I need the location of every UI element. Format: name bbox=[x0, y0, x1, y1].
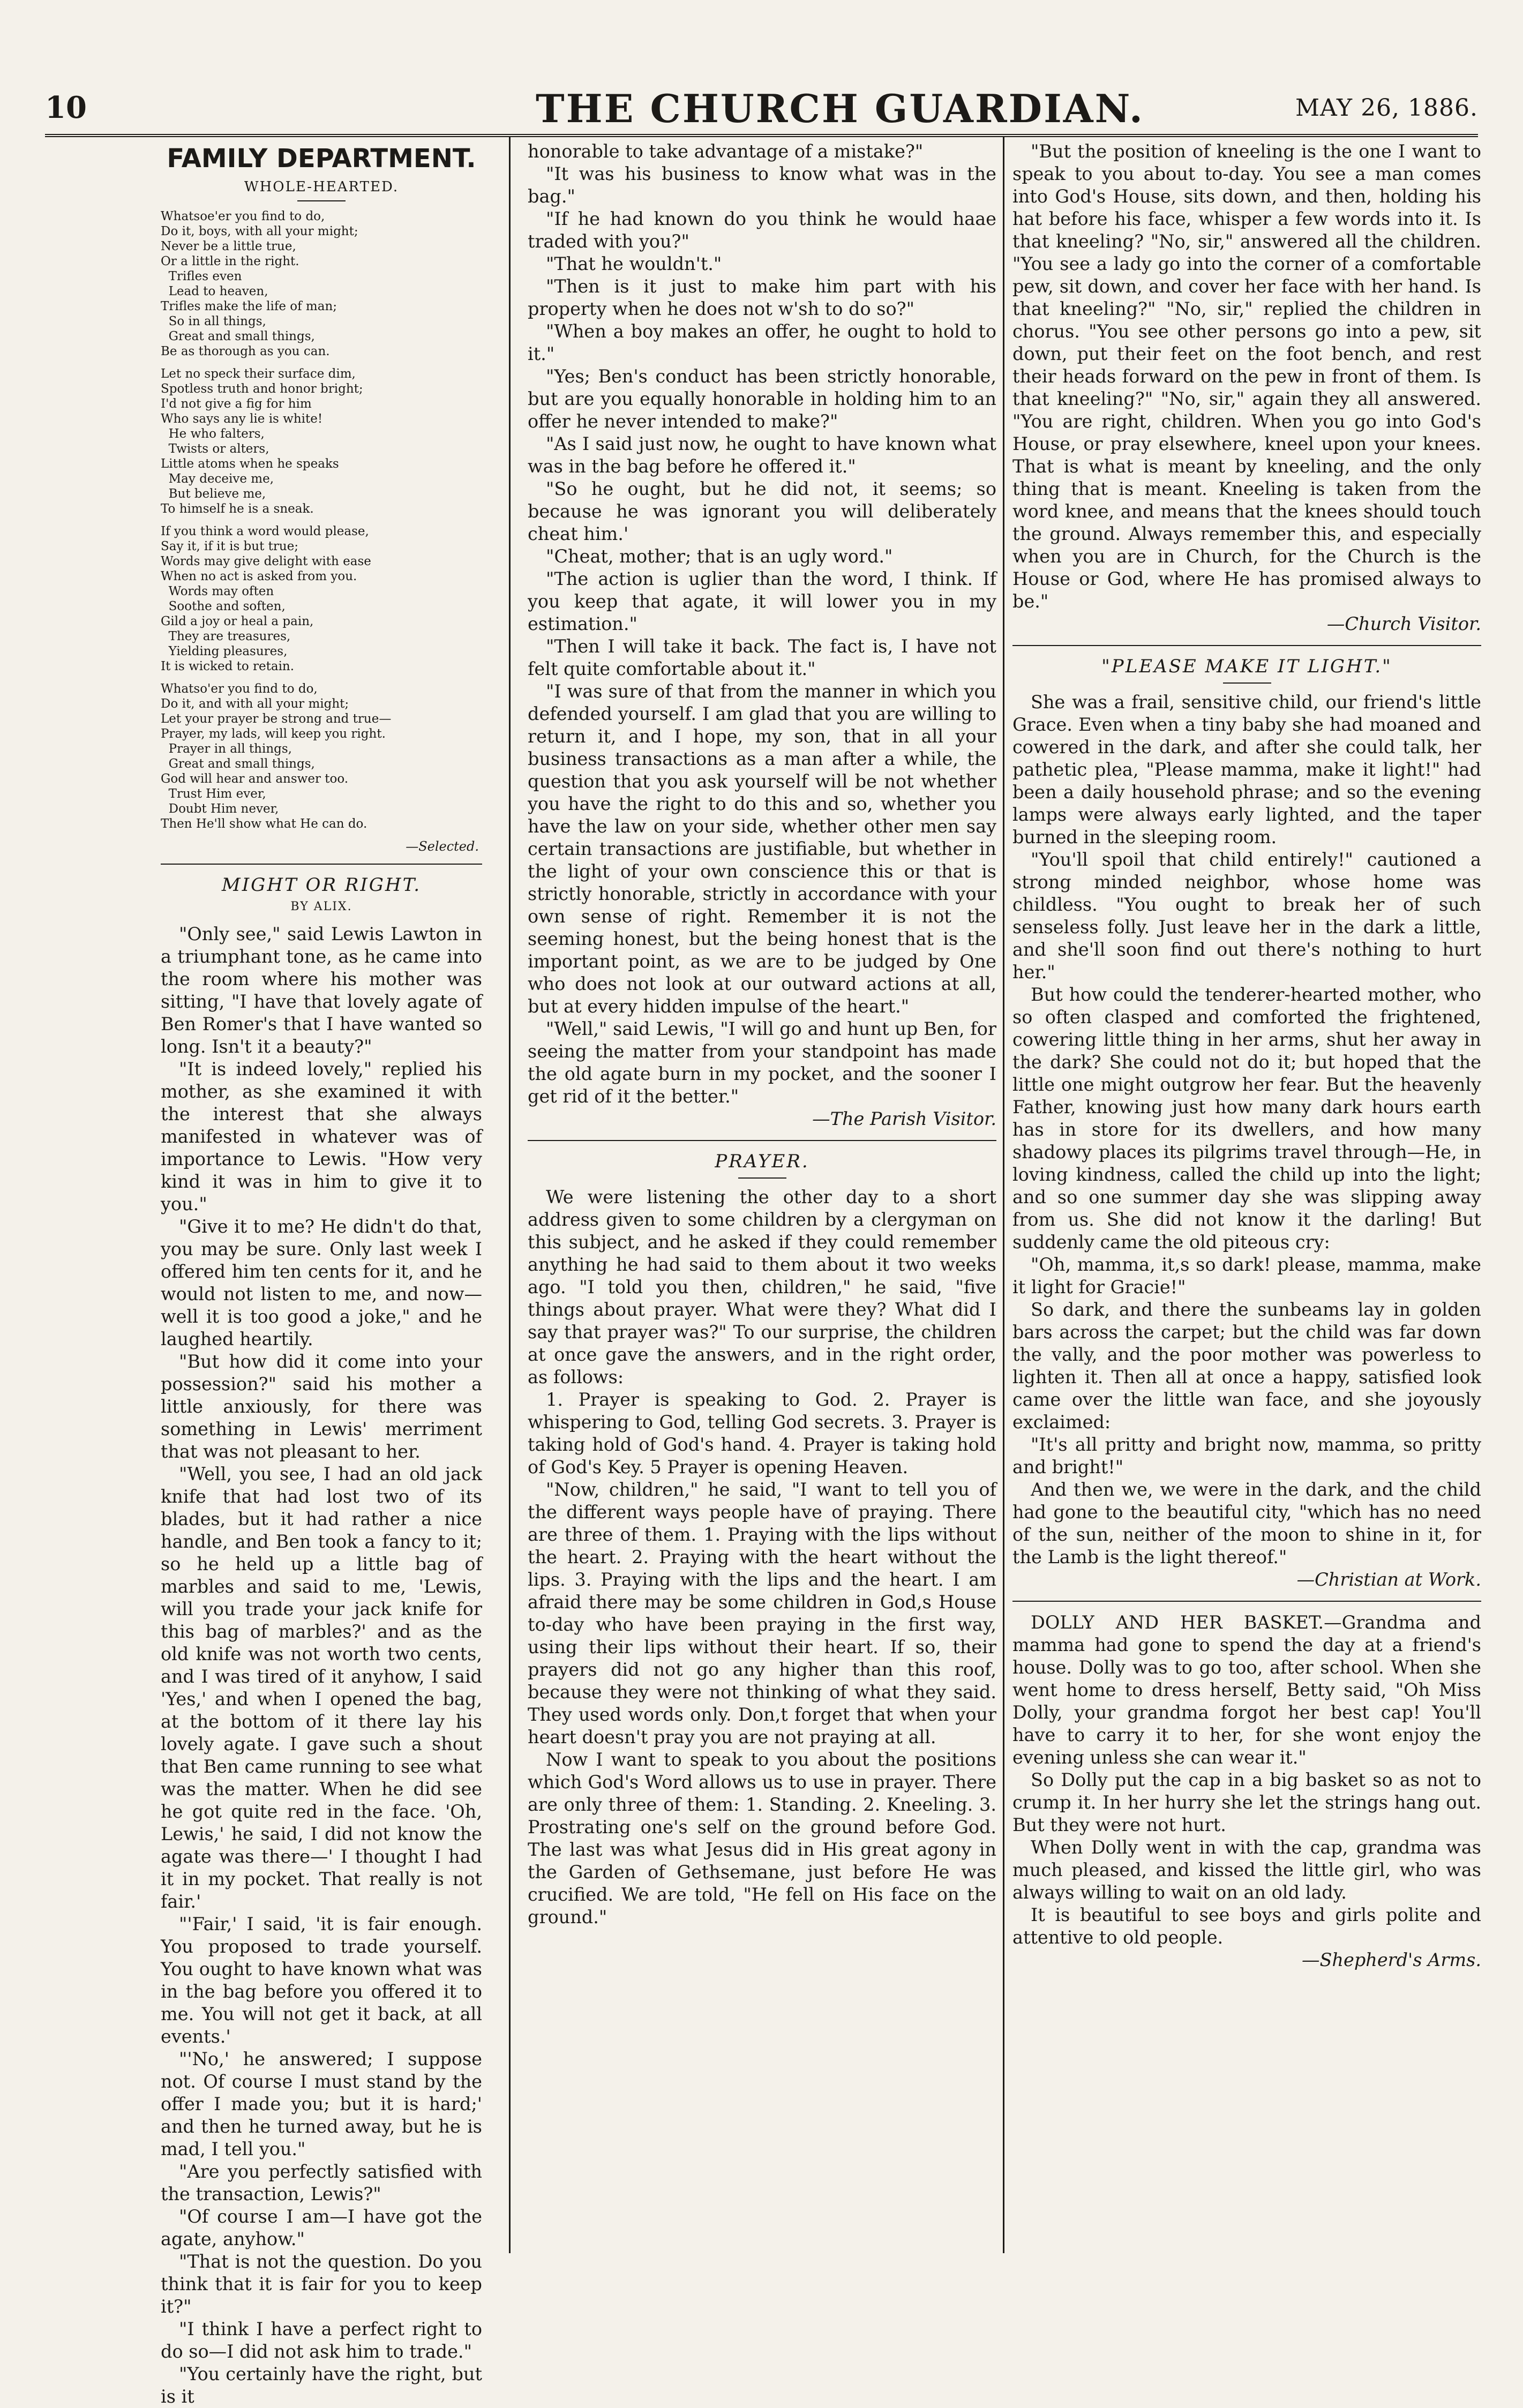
poem-stanza bbox=[161, 209, 482, 359]
paragraph: "You'll spoil that child entirely!" cautioned a strong minded neighbor, whose home was childless. "You ought to break her of such senseless folly. Just leave her in the dark a little, and she'll soon find out there's nothing to hurt her." bbox=[1012, 849, 1481, 982]
poem-stanza bbox=[161, 366, 482, 516]
poem-line: When no act is asked from you. bbox=[161, 569, 357, 583]
column-separator bbox=[1003, 137, 1004, 2253]
paragraph: "Oh, mamma, it,s so dark! please, mamma, make it light for Gracie!" bbox=[1012, 1254, 1481, 1297]
paragraph: "You certainly have the right, but is it bbox=[161, 2364, 482, 2407]
poem-line: If you think a word would please, bbox=[161, 524, 369, 538]
paragraph: Now I want to speak to you about the positions which God's Word allows us to use in prayer. There are only three of them: 1. Standing. 2. Kneeling. 3. Prostrating one's self on the ground before God. The last was what Jesus did in His great agony in the Garden of Gethsemane, just before He was crucified. We are told, "He fell on His face on the ground." bbox=[528, 1749, 996, 1927]
paragraph: We were listening the other day to a short address given to some children by a clergyman on this subject, and he asked if they could remember anything he had said to them about it two weeks ago. "I told you then, children," he said, "five things about prayer. What were they? What did I say that prayer was?" To our surprise, the children at once gave the answers, and in the right order, as follows: bbox=[528, 1187, 996, 1387]
poem-line: Then He'll show what He can do. bbox=[161, 817, 367, 831]
article-credit: —Shepherd's Arms. bbox=[1301, 1949, 1481, 1970]
story-byline: BY ALIX. bbox=[290, 900, 352, 913]
poem-line: To himself he is a sneak. bbox=[161, 502, 314, 516]
paragraph: "Then I will take it back. The fact is, I have not felt quite comfortable about it." bbox=[528, 636, 996, 679]
poem-line: Do it, boys, with all your might; bbox=[161, 224, 358, 238]
poem-line: They are treasures, bbox=[161, 629, 291, 643]
paragraph: "When a boy makes an offer, he ought to hold to it." bbox=[528, 321, 996, 364]
issue-date: MAY 26, 1886. bbox=[1295, 94, 1478, 122]
divider bbox=[738, 1177, 786, 1179]
poem bbox=[161, 209, 482, 831]
poem-line: I'd not give a fig for him bbox=[161, 397, 312, 411]
poem-line: Great and small things, bbox=[161, 757, 315, 771]
poem-line: Prayer in all things, bbox=[161, 742, 292, 756]
paragraph: "That is not the question. Do you think that it is fair for you to keep it?" bbox=[161, 2251, 482, 2317]
poem-credit: —Selected. bbox=[406, 839, 479, 854]
article-credit: —Christian at Work. bbox=[1296, 1569, 1481, 1590]
poem-line: So in all things, bbox=[161, 314, 266, 328]
paragraph: "If he had known do you think he would haae traded with you?" bbox=[528, 208, 996, 252]
paragraph: "Only see," said Lewis Lawton in a triumphant tone, as he came into the room where his mother was sitting, "I have that lovely agate of Ben Romer's that I have wanted so long. Isn't it a beauty?" bbox=[161, 924, 482, 1057]
paragraph: "Are you perfectly satisfied with the transaction, Lewis?" bbox=[161, 2161, 482, 2204]
poem-line: Let your prayer be strong and true— bbox=[161, 712, 392, 726]
poem-line: He who falters, bbox=[161, 427, 265, 441]
paragraph: "Yes; Ben's conduct has been strictly honorable, but are you equally honorable in holding him to an offer he never intended to make?" bbox=[528, 366, 996, 432]
paragraph: honorable to take advantage of a mistake?" bbox=[528, 141, 924, 162]
poem-line: Yielding pleasures, bbox=[161, 644, 288, 658]
paragraph: "It was his business to know what was in the bag." bbox=[528, 163, 996, 207]
poem-line: Whatsoe'er you find to do, bbox=[161, 209, 325, 223]
paragraph: She was a frail, sensitive child, our friend's little Grace. Even when a tiny baby she had moaned and cowered in the dark, and after she could talk, her pathetic plea, "Please mamma, make it light!" had been a daily household phrase; and so the evening lamps were always early lighted, and the taper burned in the sleeping room. bbox=[1012, 692, 1481, 847]
column-separator bbox=[509, 137, 511, 2253]
paragraph: "That he wouldn't." bbox=[546, 253, 722, 274]
story-body bbox=[161, 923, 482, 2408]
paragraph: "Cheat, mother; that is an ugly word." bbox=[546, 546, 893, 567]
column-1 bbox=[161, 140, 482, 2407]
paragraph: "But how did it come into your possession?" said his mother a little anxiously, for there was something in Lewis' merriment that was not pleasant to her. bbox=[161, 1351, 482, 1462]
paragraph bbox=[1012, 1611, 1481, 1769]
paragraph: So dark, and there the sunbeams lay in golden bars across the carpet; but the child was far down the vally, and the poor mother was powerless to lighten it. Then all at once a happy, satisfied look came over the little wan face, and she joyously exclaimed: bbox=[1012, 1299, 1481, 1432]
paragraph: "I think I have a perfect right to do so—I did not ask him to trade." bbox=[161, 2319, 482, 2362]
article-credit: —Church Visitor. bbox=[1326, 613, 1481, 634]
poem-line: Say it, if it is but true; bbox=[161, 539, 299, 553]
column-3 bbox=[1012, 140, 1481, 2251]
divider bbox=[528, 1140, 996, 1141]
paragraph: "Give it to me? He didn't do that, you may be sure. Only last week I offered him ten cents for it, and he would not listen to me, and now—well it is too good a joke," and he laughed heartily. bbox=[161, 1216, 482, 1349]
poem-line: Doubt Him never, bbox=[161, 802, 279, 816]
section-title: FAMILY DEPARTMENT. bbox=[167, 144, 476, 174]
poem-line: Be as thorough as you can. bbox=[161, 344, 330, 358]
paragraph: "So he ought, but he did not, it seems; so because he was ignorant you will deliberately cheat him.' bbox=[528, 478, 996, 544]
page-number: 10 bbox=[45, 90, 87, 125]
divider bbox=[1012, 1601, 1481, 1602]
paragraph: "Then is it just to make him part with his property when he does not w'sh to do so?" bbox=[528, 276, 996, 319]
paragraph: "Well," said Lewis, "I will go and hunt up Ben, for seeing the matter from your standpoint has made the old agate burn in my pocket, and the sooner I get rid of it the better." bbox=[528, 1018, 996, 1107]
paragraph: But how could the tenderer-hearted mother, who so often clasped and comforted the frightened, cowering little thing in her arms, shut her away in the dark? She could not do it; but hoped that the little one might outgrow her fear. But the heavenly Father, knowing just how many dark hours earth has in store for its dwellers, and how many shadowy places its pilgrims travel through—He, in loving kindness, called the child up into the light; and so one summer day she was slipping away from us. She did not know it the darling! But suddenly came the old piteous cry: bbox=[1012, 984, 1481, 1252]
paragraph: "'No,' he answered; I suppose not. Of course I must stand by the offer I made you; but it is hard;' and then he turned away, but he is mad, I tell you." bbox=[161, 2049, 482, 2159]
paragraph: "'Fair,' I said, 'it is fair enough. You proposed to trade yourself. You ought to have known what was in the bag before you offered it to me. You will not get it back, at all events.' bbox=[161, 1914, 482, 2047]
poem-line: Trifles even bbox=[161, 269, 242, 283]
poem-line: Trust Him ever, bbox=[161, 787, 266, 801]
poem-line: Let no speck their surface dim, bbox=[161, 367, 356, 381]
paragraph: It is beautiful to see boys and girls polite and attentive to old people. bbox=[1012, 1904, 1481, 1948]
story-title: MIGHT OR RIGHT. bbox=[221, 874, 422, 896]
prayer-title: PRAYER. bbox=[715, 1151, 809, 1172]
poem-line: Gild a joy or heal a pain, bbox=[161, 614, 314, 628]
poem-title: WHOLE-HEARTED. bbox=[244, 179, 399, 195]
dolly-lede: DOLLY AND HER BASKET. bbox=[1031, 1612, 1324, 1633]
paragraph: "Now, children," he said, "I want to tell you of the different ways people have of praying. There are three of them. 1. Praying with the lips without the heart. 2. Praying with the heart without the lips. 3. Praying with the lips and the heart. I am afraid there may be some children in God,s House to-day who have been praying in the first way, using their lips without their heart. If so, their prayers did not go any higher than this roof, because they were not thinking of what they said. They used words only. Don,t forget that when your heart doesn't pray you are not praying at all. bbox=[528, 1479, 996, 1747]
dolly-first: —Grandma and mamma had gone to spend the day at a friend's house. Dolly was to go too, after school. When she went home to dress herself, Betty said, "Oh Miss Dolly, your grandma forgot her best cap! You'll have to carry it to her, for she wont enjoy the evening unless she can wear it." bbox=[1012, 1612, 1481, 1768]
paragraph: "As I said just now, he ought to have known what was in the bag before he offered it." bbox=[528, 433, 996, 477]
poem-line: Whatso'er you find to do, bbox=[161, 682, 318, 696]
poem-line: Twists or alters, bbox=[161, 442, 269, 456]
paragraph: "Well, you see, I had an old jack knife that had lost two of its blades, but it had rather a nice handle, and Ben took a fancy to it; so he held up a little bag of marbles and said to me, 'Lewis, will you trade your jack knife for this bag of marbles?' and as the old knife was not worth two cents, and I was tired of it anyhow, I said 'Yes,' and when I opened the bag, at the bottom of it there lay his lovely agate. I gave such a shout that Ben came running to see what was the matter. When he did see he got quite red in the face. 'Oh, Lewis,' he said, I did not know the agate was there—' I thought I had it in my pocket. That really is not fair.' bbox=[161, 1464, 482, 1912]
poem-line: Words may give delight with ease bbox=[161, 554, 371, 568]
paragraph: "It's all pritty and bright now, mamma, so pritty and bright!" bbox=[1012, 1434, 1481, 1477]
header-rule bbox=[45, 134, 1478, 137]
paragraph: When Dolly went in with the cap, grandma was much pleased, and kissed the little girl, who was always willing to wait on an old lady. bbox=[1012, 1837, 1481, 1903]
poem-line: Words may often bbox=[161, 584, 274, 598]
poem-stanza bbox=[161, 681, 482, 831]
poem-line: It is wicked to retain. bbox=[161, 659, 295, 673]
poem-line: Trifles make the life of man; bbox=[161, 299, 337, 313]
paragraph: "I was sure of that from the manner in which you defended yourself. I am glad that you are willing to return it, and I hope, my son, that in all your business transactions as a man after a while, the question that you ask yourself will be not whether you have the right to do this and so, whether you have the law on your side, whether other men say certain transactions are justifiable, but whether in the light of your own conscience this or that is strictly honorable, strictly in accordance with your own sense of right. Remember it is not the seeming honest, but the being honest that is the important point, as we are to be judged by One who does not look at our outward actions at all, but at every hidden impulse of the heart." bbox=[528, 681, 996, 1017]
divider bbox=[1012, 645, 1481, 646]
paragraph: And then we, we were in the dark, and the child had gone to the beautiful city, "which has no need of the sun, neither of the moon to shine in it, for the Lamb is the light thereof." bbox=[1012, 1479, 1481, 1567]
paragraph: 1. Prayer is speaking to God. 2. Prayer is whispering to God, telling God secrets. 3. Prayer is taking hold of God's hand. 4. Prayer is taking hold of God's Key. 5 Prayer is opening Heaven. bbox=[528, 1389, 996, 1477]
poem-stanza bbox=[161, 524, 482, 674]
poem-line: May deceive me, bbox=[161, 472, 274, 486]
poem-line: Who says any lie is white! bbox=[161, 412, 323, 426]
paragraph: So Dolly put the cap in a big basket so as not to crump it. In her hurry she let the strings hang out. But they were not hurt. bbox=[1012, 1769, 1481, 1835]
light-title: "PLEASE MAKE IT LIGHT." bbox=[1101, 656, 1392, 677]
poem-line: Lead to heaven, bbox=[161, 284, 268, 298]
poem-line: God will hear and answer too. bbox=[161, 772, 349, 786]
divider bbox=[297, 200, 346, 201]
poem-line: Great and small things, bbox=[161, 329, 315, 343]
paragraph: "It is indeed lovely," replied his mother, as she examined it with the interest that she always manifested in whatever was of importance to Lewis. "How very kind it was in him to give it to you." bbox=[161, 1059, 482, 1214]
column-2 bbox=[528, 140, 996, 2251]
divider bbox=[1223, 682, 1271, 684]
article-credit: —The Parish Visitor. bbox=[812, 1108, 996, 1129]
paragraph: "But the position of kneeling is the one I want to speak to you about to-day. You see a man comes into God's House, sits down, and then, holding his hat before his face, whisper a few words into it. Is that kneeling? "No, sir," answered all the children. "You see a lady go into the corner of a comfortable pew, sit down, and cover her face with her hand. Is that kneeling?" "No, sir," replied the children in chorus. "You see other persons go into a pew, sit down, put their feet on the foot bench, and rest their heads forward on the pew in front of them. Is that kneeling?" "No, sir," again they all answered. "You are right, children. When you go into God's House, or pray elsewhere, kneel upon your knees. That is what is meant by kneeling, and the only thing that is meant. Kneeling is taken from the word knee, and means that the knees should touch the ground. Always remember this, and especially when you are in Church, for the Church is the House or God, where He has promised always to be." bbox=[1012, 141, 1481, 612]
poem-line: Prayer, my lads, will keep you right. bbox=[161, 727, 386, 741]
poem-line: Little atoms when he speaks bbox=[161, 457, 339, 471]
poem-line: Never be a little true, bbox=[161, 239, 296, 253]
paragraph: "Of course I am—I have got the agate, anyhow." bbox=[161, 2206, 482, 2249]
poem-line: Do it, and with all your might; bbox=[161, 697, 349, 711]
poem-line: Or a little in the right. bbox=[161, 254, 299, 268]
paragraph: "The action is uglier than the word, I think. If you keep that agate, it will lower you in my estimation." bbox=[528, 568, 996, 634]
divider bbox=[161, 864, 482, 865]
masthead-title: THE CHURCH GUARDIAN. bbox=[536, 86, 1144, 131]
poem-line: Spotless truth and honor bright; bbox=[161, 382, 363, 396]
poem-line: Soothe and soften, bbox=[161, 599, 286, 613]
poem-line: But believe me, bbox=[161, 487, 266, 501]
